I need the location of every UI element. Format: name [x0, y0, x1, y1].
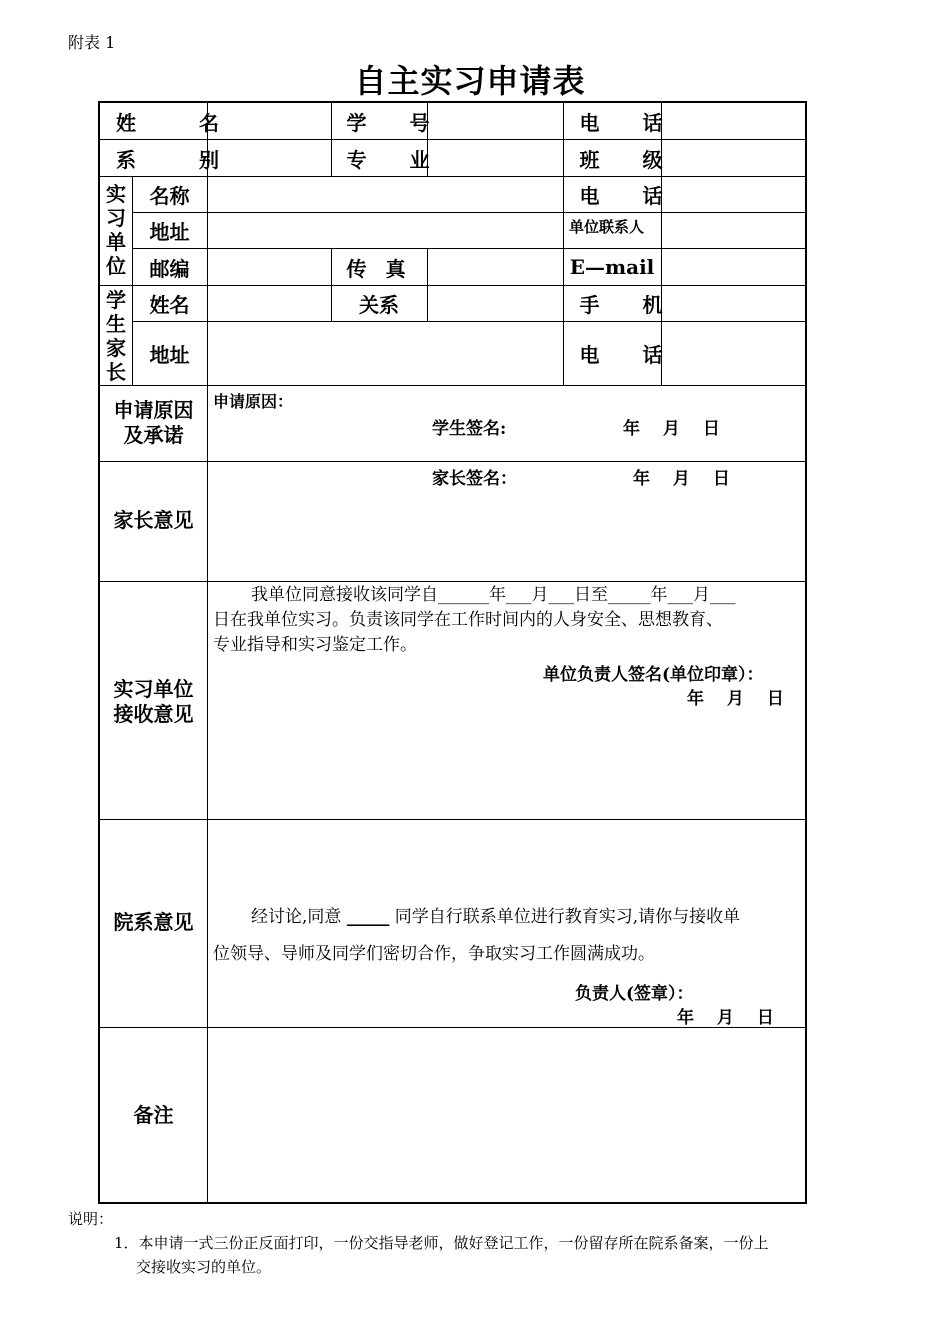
name-field[interactable] — [208, 103, 330, 139]
label-fax: 传 真 — [346, 256, 412, 281]
department-sign-date: 年 月 日 — [677, 1008, 774, 1028]
label-parent-phone: 电 话 — [579, 343, 681, 367]
label-parent-opinion: 家长意见 — [113, 508, 194, 532]
label-unit-phone: 电 话 — [579, 184, 681, 208]
student-sign-date: 年 月 日 — [623, 419, 720, 439]
reason-prompt: 申请原因： — [213, 392, 294, 411]
student-signature-label: 学生签名: — [432, 419, 507, 439]
unit-signature-label: 单位负责人签名(单位印章）： — [543, 665, 764, 685]
phone-field[interactable] — [662, 103, 805, 139]
unit-address-field[interactable] — [208, 213, 562, 248]
unit-acceptance-text-1: 我单位同意接收该同学自______年___月___日至_____年___月___ — [251, 585, 736, 605]
note-item-1-continued: 交接收实习的单位。 — [136, 1258, 272, 1276]
relation-field[interactable] — [428, 286, 562, 321]
notes-heading: 说明： — [68, 1210, 114, 1228]
label-department: 系 别 — [116, 147, 247, 172]
label-phone: 电 话 — [579, 110, 681, 135]
reason-field[interactable] — [208, 408, 805, 460]
label-unit-contact: 单位联系人 — [569, 218, 645, 236]
postcode-field[interactable] — [208, 249, 330, 285]
label-email: E—mail — [569, 255, 655, 279]
parent-sign-date: 年 月 日 — [633, 469, 730, 489]
student-id-field[interactable] — [428, 103, 562, 139]
parent-name-field[interactable] — [208, 286, 330, 321]
label-parent-name: 姓名 — [149, 293, 190, 317]
unit-acceptance-text-3: 专业指导和实习鉴定工作。 — [213, 635, 417, 655]
label-unit-postcode: 邮编 — [149, 256, 190, 281]
email-field[interactable] — [662, 249, 805, 285]
department-signature-label: 负责人(签章）： — [575, 984, 694, 1004]
department-text-1: 经讨论,同意 _____ 同学自行联系单位进行教育实习,请你与接收单 — [251, 907, 741, 927]
class-field[interactable] — [662, 140, 805, 176]
department-text-2: 位领导、导师及同学们密切合作，争取实习工作圆满成功。 — [213, 944, 655, 964]
unit-acceptance-text-2: 日在我单位实习。负责该同学在工作时间内的人身安全、思想教育、 — [213, 610, 723, 630]
label-relation: 关系 — [359, 293, 399, 317]
parent-phone-field[interactable] — [662, 322, 805, 385]
unit-contact-field[interactable] — [662, 213, 805, 248]
application-form-table — [98, 101, 807, 1204]
label-unit-name: 名称 — [149, 184, 190, 208]
label-name: 姓 名 — [116, 110, 247, 135]
label-student-id: 学 号 — [346, 110, 448, 135]
label-remarks: 备注 — [133, 1103, 174, 1127]
label-mobile: 手 机 — [579, 293, 681, 317]
label-class: 班 级 — [579, 147, 681, 172]
parent-address-field[interactable] — [208, 322, 562, 385]
unit-name-field[interactable] — [208, 177, 562, 212]
form-title: 自主实习申请表 — [354, 62, 586, 100]
label-department-opinion: 院系意见 — [113, 910, 194, 934]
label-parent: 学生家长 — [106, 288, 126, 384]
label-parent-address: 地址 — [149, 343, 190, 367]
label-unit-acceptance: 实习单位 接收意见 — [113, 677, 194, 726]
label-internship-unit: 实习单位 — [106, 182, 126, 278]
mobile-field[interactable] — [662, 286, 805, 321]
department-field[interactable] — [208, 140, 330, 176]
attachment-number: 附表 1 — [68, 33, 116, 52]
note-item-1: 1．本申请一式三份正反面打印，一份交指导老师，做好登记工作，一份留存所在院系备案，一份上 — [114, 1234, 769, 1252]
fax-field[interactable] — [428, 249, 562, 285]
label-reason-commitment: 申请原因 及承诺 — [113, 398, 194, 447]
parent-signature-label: 家长签名： — [432, 469, 517, 489]
unit-phone-field[interactable] — [662, 177, 805, 212]
major-field[interactable] — [428, 140, 562, 176]
label-unit-address: 地址 — [149, 220, 190, 244]
parent-opinion-field[interactable] — [208, 488, 805, 580]
label-major: 专 业 — [346, 147, 448, 172]
remarks-field[interactable] — [208, 1028, 805, 1202]
unit-sign-date: 年 月 日 — [687, 689, 784, 709]
